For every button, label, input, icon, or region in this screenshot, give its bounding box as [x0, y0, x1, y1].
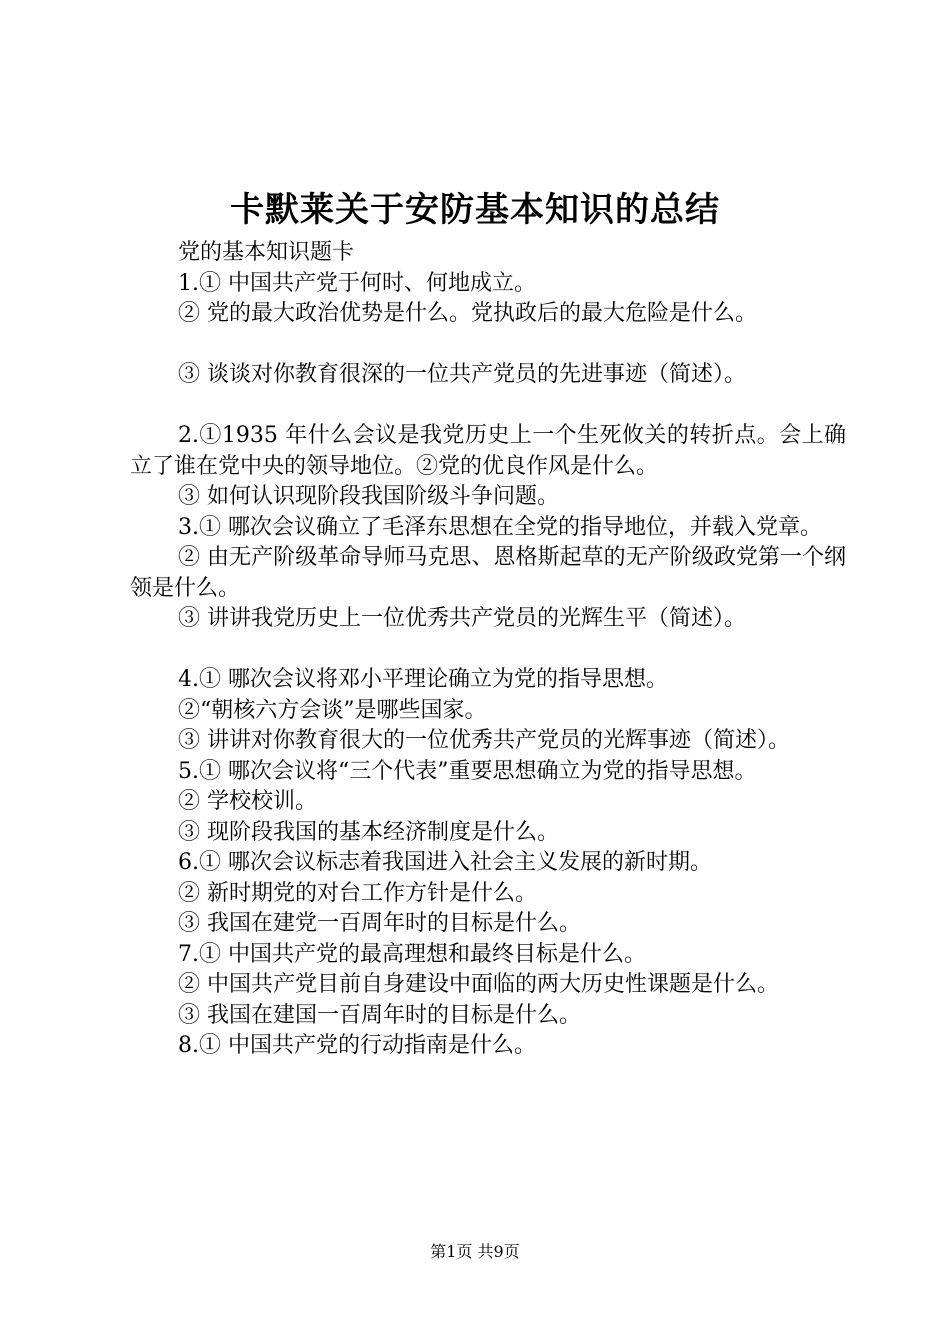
paragraph-q4-2: ②“朝核六方会谈”是哪些国家。 — [178, 697, 487, 723]
paragraph-q3-1: 3.① 哪次会议确立了毛泽东思想在全党的指导地位，并载入党章。 — [178, 514, 822, 540]
paragraph-q8-1: 8.① 中国共产党的行动指南是什么。 — [178, 1033, 536, 1058]
paragraph-q6-2: ② 新时期党的对台工作方针是什么。 — [178, 880, 537, 906]
paragraph-q2-1: 2.①1935 年什么会议是我党历史上一个生死攸关的转折点。会上确立了谁在党中央的领导地位。②党的优良作风是什么。 — [130, 423, 846, 479]
paragraph-q2-3: ③ 如何认识现阶段我国阶级斗争问题。 — [178, 484, 559, 509]
paragraph-q4-1: 4.① 哪次会议将邓小平理论确立为党的指导思想。 — [178, 667, 668, 692]
paragraph-q3-2: ② 由无产阶级革命导师马克思、恩格斯起草的无产阶级政党第一个纲领是什么。 — [130, 545, 846, 601]
paragraph-q5-3: ③ 现阶段我国的基本经济制度是什么。 — [178, 819, 559, 845]
document-body — [130, 238, 846, 1062]
paragraph-q6-1: 6.① 哪次会议标志着我国进入社会主义发展的新时期。 — [178, 850, 712, 875]
paragraph-q1-3: ③ 谈谈对你教育很深的一位共产党员的先进事迹（简述）。 — [178, 362, 746, 387]
paragraph-q7-3: ③ 我国在建国一百周年时的目标是什么。 — [178, 1002, 581, 1028]
paragraph-q7-2: ② 中国共产党目前自身建设中面临的两大历史性课题是什么。 — [178, 972, 779, 997]
paragraph-q1-1: 1.① 中国共产党于何时、何地成立。 — [178, 270, 536, 296]
paragraph-q5-2: ② 学校校训。 — [178, 789, 317, 814]
document-title: 卡默莱关于安防基本知识的总结 — [230, 190, 720, 230]
paragraph-heading: 党的基本知识题卡 — [178, 240, 355, 265]
paragraph-q1-2: ② 党的最大政治优势是什么。党执政后的最大危险是什么。 — [178, 301, 757, 326]
paragraph-q4-3: ③ 讲讲对你教育很大的一位优秀共产党员的光辉事迹（简述）。 — [178, 728, 790, 753]
blank-line — [130, 635, 846, 666]
paragraph-q6-3: ③ 我国在建党一百周年时的目标是什么。 — [178, 911, 581, 936]
page-footer: 第1页 共9页 — [430, 1242, 520, 1261]
blank-line — [130, 391, 846, 422]
paragraph-q5-1: 5.① 哪次会议将“三个代表”重要思想确立为党的指导思想。 — [178, 758, 757, 784]
paragraph-q3-3: ③ 讲讲我党历史上一位优秀共产党员的光辉生平（简述）。 — [178, 606, 746, 631]
blank-line — [130, 330, 846, 361]
paragraph-q7-1: 7.① 中国共产党的最高理想和最终目标是什么。 — [178, 941, 646, 967]
